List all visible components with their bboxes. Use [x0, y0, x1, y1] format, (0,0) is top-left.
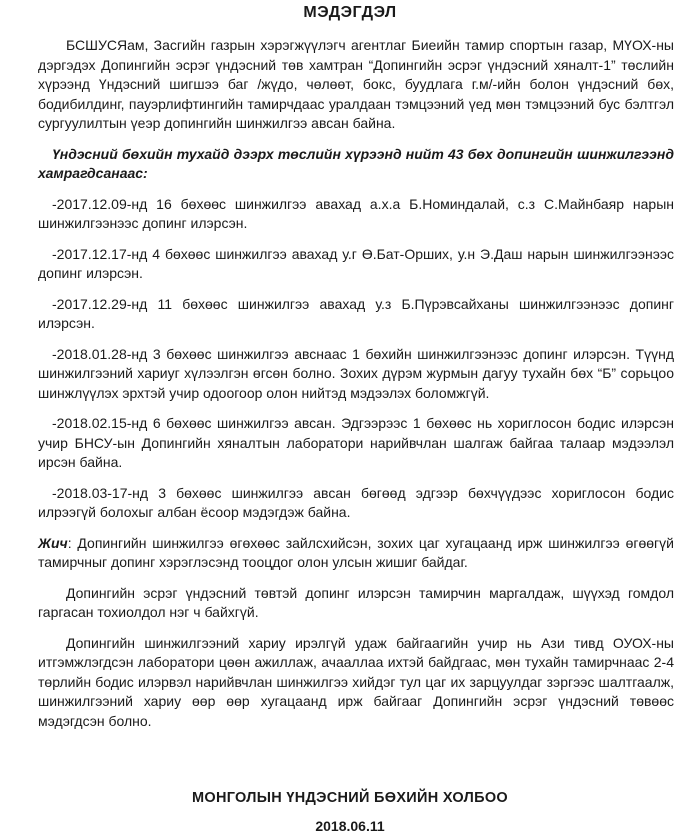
document-title: МЭДЭГДЭЛ	[303, 4, 397, 21]
test-item-1: -2017.12.09-нд 16 бөхөөс шинжилгээ авахад а.х.а Б.Номиндалай, с.з С.Майнбаяр нарын шинжилгээнээс допинг илэрсэн.	[38, 195, 674, 231]
test-item-4: -2018.01.28-нд 3 бөхөөс шинжилгээ авснаас 1 бөхийн шинжилгээнээс допинг илэрсэн. Түүнд шинжилгээний хариуг хүлээлгэн өгсөн болно. Зохих дүрэм журмын дагуу тухайн бөх “Б” сорьцоо шинжлүүлэх эрхтэй учир одоогоор олон нийтэд мэдээлэх боломжгүй.	[38, 345, 674, 401]
test-item-3: -2017.12.29-нд 11 бөхөөс шинжилгээ авахад у.з Б.Пүрэвсайханы шинжилгээнээс допинг илэрсэн.	[38, 295, 674, 331]
signature-organization: МОНГОЛЫН ҮНДЭСНИЙ БӨХИЙН ХОЛБОО	[191, 790, 509, 806]
document-body	[38, 36, 674, 742]
note-paragraph	[38, 534, 674, 573]
document-date: 2018.06.11	[315, 818, 385, 834]
test-item-5: -2018.02.15-нд 6 бөхөөс шинжилгээ авсан. Эдгээрээс 1 бөхөөс нь хориглосон бодис илэрсэн учир БНСУ-ын Допингийн хяналтын лаборатори нарийвчлан шалгаж байгаа талаар мэдээлэл ирсэн байна.	[38, 415, 674, 470]
lead-paragraph: Үндэсний бөхийн тухайд дээрх төслийн хүрээнд нийт 43 бөх допингийн шинжилгээнд хамрагдсанаас:	[38, 145, 674, 181]
lab-paragraph: Допингийн шинжилгээний хариу ирэлгүй удаж байгаагийн учир нь Ази тивд ОУОХ-ны итгэмжлэгдсэн лаборатори цөөн ажиллаж, ачааллаа ихтэй байдгаас, мөн тухайн тамирчнаас 2-4 төрлийн бодис илэрвэл нарийвчлан шинжилгээ хийдэг тул цаг их зарцуулдаг зэргээс шалтгаалж, шинжилгээний хариу өөр өөр хугацаанд ирж байгааг Допингийн эсрэг үндэсний төвөөс мэдэгдсэн болно.	[38, 634, 674, 729]
test-item-2: -2017.12.17-нд 4 бөхөөс шинжилгээ авахад у.г Ө.Бат-Орших, у.н Э.Даш нарын шинжилгээнээс допинг илэрсэн.	[38, 245, 674, 281]
court-paragraph: Допингийн эсрэг үндэсний төвтэй допинг илэрсэн тамирчин маргалдаж, шүүхэд гомдол гаргасан тохиолдол нэг ч байхгүй.	[38, 584, 674, 620]
test-item-6: -2018.03-17-нд 3 бөхөөс шинжилгээ авсан бөгөөд эдгээр бөхчүүдээс хориглосон бодис илрээгүй болохыг албан ёсоор мэдэгдэж байна.	[38, 484, 674, 520]
intro-paragraph: БСШУСЯам, Засгийн газрын хэрэгжүүлэгч агентлаг Биеийн тамир спортын газар, МҮОХ-ны дэргэдэх Допингийн эсрэг үндэсний төв хамтран “Допингийн эсрэг үндэсний хяналт-1” төслийн хүрээнд Үндэсний шигшээ баг /жүдо, чөлөөт, бокс, буудлага г.м/-ийн болон үндэсний бөх, бодибилдинг, пауэрлифтингийн тамирчдаас уралдаан тэмцээний үед мөн тэмцээний бус бэлтгэл сургуулилтын үеэр допингийн шинжилгээ авсан байна.	[38, 37, 674, 131]
note-text: : Допингийн шинжилгээ өгөхөөс зайлсхийсэн, зохих цаг хугацаанд ирж шинжилгээ өгөөгүй тамирчныг допинг хэрэглэсэнд тооцдог олон улсын жишиг байдаг.	[38, 534, 674, 570]
note-label: Жич	[38, 534, 68, 551]
